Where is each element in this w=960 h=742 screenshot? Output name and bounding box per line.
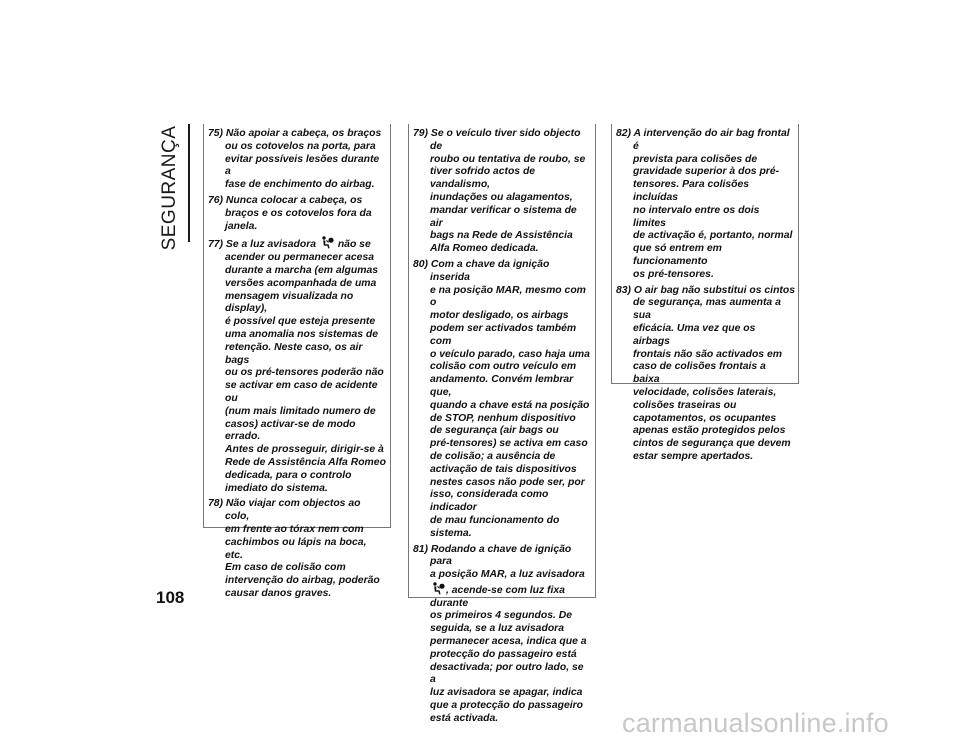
note-number: 82) [616, 128, 632, 139]
watermark: carmanualsonline.info [622, 708, 889, 738]
note-number: 80) [413, 258, 429, 270]
note-text-after-icon: não se acender ou permanecer acesa durante a marcha (em algumas versões acompanhada de uma mensagem visualizada no display), é possível que esteja presente uma anomalia nos sistemas de retenção. Neste caso, os air bags ou os pré-tensores poderão não se activar em caso de acidente ou (num mais limitado numero de casos) activar-se de modo errado. Antes de prosseguir, dirigir-se à Rede de Assistência Alfa Romeo dedicada, para o controlo imediato do sistema. [225, 239, 386, 494]
note-83 [616, 285, 795, 464]
note-75 [208, 128, 387, 192]
note-text-before-icon: Rodando a chave de ignição para a posição MAR, a luz avisadora [430, 543, 585, 581]
notes-column-2 [408, 124, 596, 724]
note-80 [413, 259, 592, 541]
note-81 [413, 544, 592, 726]
section-divider [188, 124, 190, 242]
note-number: 79) [413, 128, 429, 139]
note-text: A intervenção do air bag frontal é prevista para colisões de gravidade superior à dos pré- tensores. Para colisões incluídas no intervalo entre os dois limites de activação é, portanto, normal que só entrem em funcionamento os pré-tensores. [633, 128, 793, 280]
note-79 [413, 128, 592, 256]
note-number: 83) [616, 284, 632, 296]
note-82 [616, 128, 795, 282]
note-text-before-icon: Se a luz avisadora [225, 239, 317, 251]
note-number: 78) [208, 498, 224, 510]
airbag-warning-icon [431, 582, 445, 595]
note-77 [208, 236, 387, 495]
note-text: Não apoiar a cabeça, os braços ou os cotovelos na porta, para evitar possíveis lesões durante a fase de enchimento do airbag. [225, 128, 382, 191]
note-number: 77) [208, 239, 224, 251]
note-text: Se o veículo tiver sido objecto de roubo ou tentativa de roubo, se tiver sofrido actos de vandalismo, inundações ou alagamentos, mandar verificar o sistema de air bags na Rede de Assistência Alfa Romeo dedicada. [430, 128, 586, 255]
note-76 [208, 195, 387, 233]
section-title-text: SEGURANÇA [159, 125, 180, 250]
page-number: 108 [156, 588, 185, 607]
section-title [150, 125, 190, 250]
notes-column-3 [611, 124, 799, 462]
note-number: 76) [208, 194, 224, 206]
note-text-after-icon: , acende-se com luz fixa durante os primeiros 4 segundos. De seguida, se a luz avisadora permanecer acesa, indica que a protecção do passageiro está desactivada; por outro lado, se a luz avisadora se apagar, indica que a protecção do passageiro está activada. [430, 584, 587, 724]
note-text: Com a chave da ignição inserida e na posição MAR, mesmo com o motor desligado, os airbags podem ser activados também com o veículo parado, caso haja uma colisão com outro veículo em andamento. Convém lembrar que, quando a chave está na posição de STOP, nenhum dispositivo de segurança (air bags ou pré-tensores) se activa em caso de colisão; a ausência de activação de tais dispositivos nestes casos não pode ser, por isso, considerada como indicador de mau funcionamento do sistema. [430, 258, 590, 539]
notes-column-1 [203, 124, 391, 599]
note-78 [208, 498, 387, 600]
note-text: Nunca colocar a cabeça, os braços e os cotovelos fora da janela. [225, 194, 372, 232]
note-text: O air bag não substitui os cintos de segurança, mas aumenta a sua eficácia. Uma vez que os airbags frontais não são activados em caso de colisões frontais a baixa velocidade, colisões laterais, colisões traseiras ou capotamentos, os ocupantes apenas estão protegidos pelos cintos de segurança que devem estar sempre apertados. [633, 284, 795, 462]
note-number: 81) [413, 543, 429, 555]
airbag-warning-icon [320, 236, 334, 249]
note-text: Não viajar com objectos ao colo, em frente ao tórax nem com cachimbos ou lápis na boca, etc. Em caso de colisão com intervenção do airbag, poderão causar danos graves. [225, 498, 380, 599]
note-number: 75) [208, 128, 224, 139]
